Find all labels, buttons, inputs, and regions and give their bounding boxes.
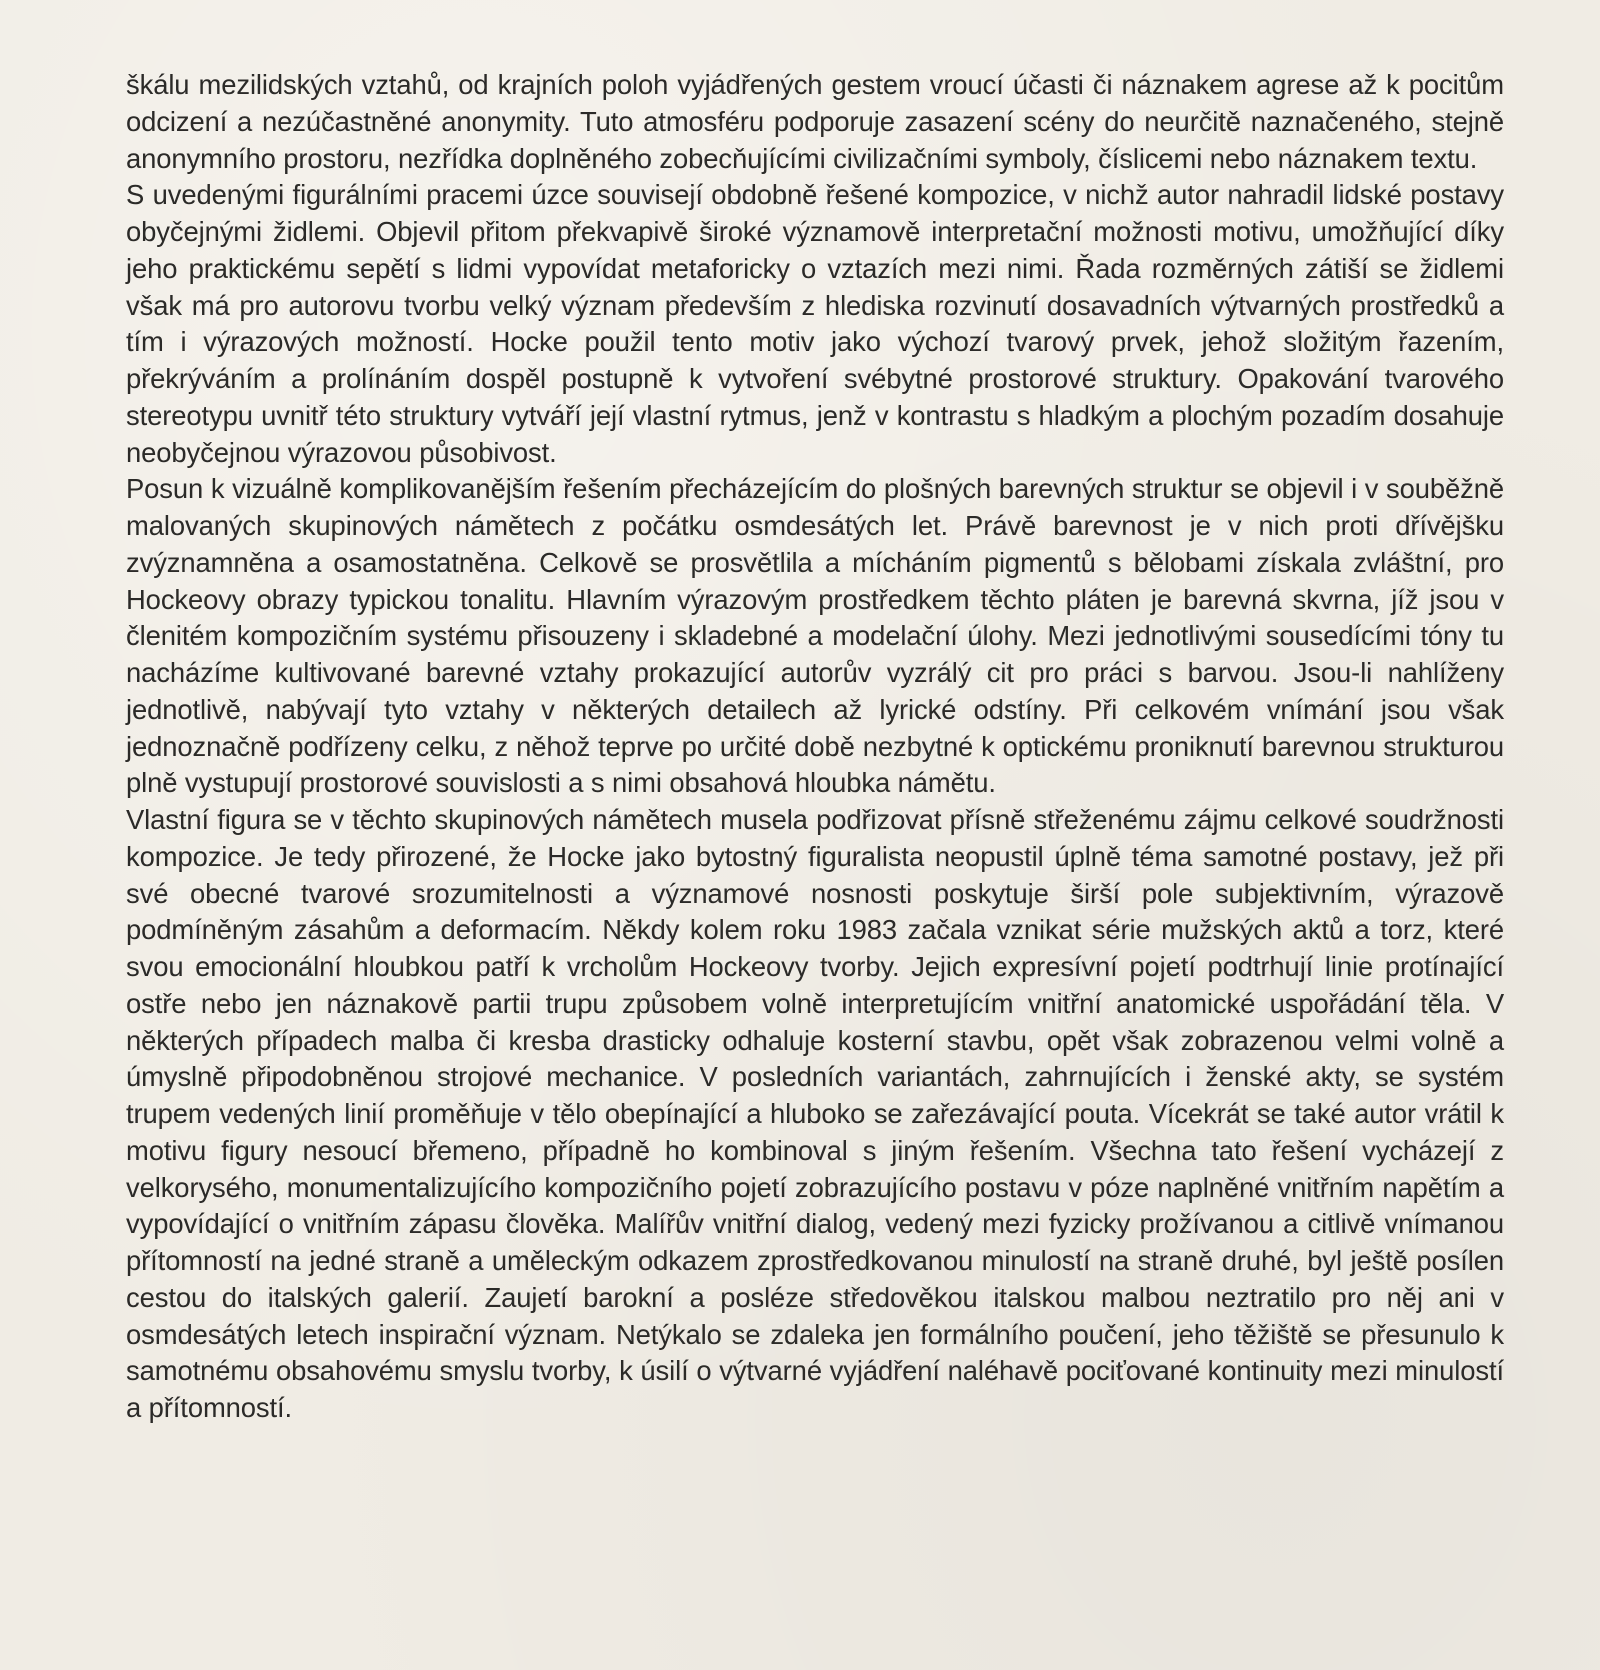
body-text bbox=[126, 67, 1504, 1427]
paragraph-1: škálu mezilidských vztahů, od krajních poloh vyjádřených gestem vroucí účasti či náznakem agrese až k pocitům odcizení a nezúčastněné anonymity. Tuto atmosféru podporuje zasazení scény do neurčitě naznačeného, stejně anonymního prostoru, nezřídka doplněného zobecňujícími civilizačními symboly, číslicemi nebo náznakem textu. bbox=[126, 69, 1504, 174]
paragraph-3: Posun k vizuálně komplikovanějším řešením přecházejícím do plošných barevných struktur se objevil i v souběžně malovaných skupinových námětech z počátku osmdesátých let. Právě barevnost je v nich proti dřívějšku zvýznamněna a osamostatněna. Celkově se prosvětlila a mícháním pigmentů s bělobami získala zvláštní, pro Hockeovy obrazy typickou tonalitu. Hlavním výrazovým prostředkem těchto pláten je barevná skvrna, jíž jsou v členitém kompozičním systému přisouzeny i skladebné a modelační úlohy. Mezi jednotlivými sousedícími tóny tu nacházíme kultivované barevné vztahy prokazující autorův vyzrálý cit pro práci s barvou. Jsou-li nahlíženy jednotlivě, nabývají tyto vztahy v některých detailech až lyrické odstíny. Při celkovém vnímání jsou však jednoznačně podřízeny celku, z něhož teprve po určité době nezbytné k optickému proniknutí barevnou strukturou plně vystupují prostorové souvislosti a s nimi obsahová hloubka námětu. bbox=[126, 473, 1504, 799]
paragraph-4: Vlastní figura se v těchto skupinových námětech musela podřizovat přísně střeženému zájmu celkové soudržnosti kompozice. Je tedy přirozené, že Hocke jako bytostný figuralista neopustil úplně téma samotné postavy, jež při své obecné tvarové srozumitelnosti a významové nosnosti poskytuje širší pole subjektivním, výrazově podmíněným zásahům a deformacím. Někdy kolem roku 1983 začala vznikat série mužských aktů a torz, které svou emocionální hloubkou patří k vrcholům Hockeovy tvorby. Jejich expresívní pojetí podtrhují linie protínající ostře nebo jen náznakově partii trupu způsobem volně interpretujícím vnitřní anatomické uspořádání těla. V některých případech malba či kresba drasticky odhaluje kosterní stavbu, opět však zobrazenou velmi volně a úmyslně připodobněnou strojové mechanice. V posledních variantách, zahrnujících i ženské akty, se systém trupem vedených linií proměňuje v tělo obepínající a hluboko se zařezávající pouta. Vícekrát se také autor vrátil k motivu figury nesoucí břemeno, případně ho kombinoval s jiným řešením. Všechna tato řešení vycházejí z velkorysého, monumentalizujícího kompozičního pojetí zobrazujícího postavu v póze naplněné vnitřním napětím a vypovídající o vnitřním zápasu člověka. Malířův vnitřní dialog, vedený mezi fyzicky prožívanou a citlivě vnímanou přítomností na jedné straně a uměleckým odkazem zprostředkovanou minulostí na straně druhé, byl ještě posílen cestou do italských galerií. Zaujetí barokní a posléze středověkou italskou malbou neztratilo pro něj ani v osmdesátých letech inspirační význam. Netýkalo se zdaleka jen formálního poučení, jeho těžiště se přesunulo k samotnému obsahovému smyslu tvorby, k úsilí o výtvarné vyjádření naléhavě pociťované kontinuity mezi minulostí a přítomností. bbox=[126, 804, 1504, 1423]
paragraph-2: S uvedenými figurálními pracemi úzce souvisejí obdobně řešené kompozice, v nichž autor nahradil lidské postavy obyčejnými židlemi. Objevil přitom překvapivě široké významově interpretační možnosti motivu, umožňující díky jeho praktickému sepětí s lidmi vypovídat metaforicky o vztazích mezi nimi. Řada rozměrných zátiší se židlemi však má pro autorovu tvorbu velký význam především z hlediska rozvinutí dosavadních výtvarných prostředků a tím i výrazových možností. Hocke použil tento motiv jako výchozí tvarový prvek, jehož složitým řazením, překrýváním a prolínáním dospěl postupně k vytvoření svébytné prostorové struktury. Opakování tvarového stereotypu uvnitř této struktury vytváří její vlastní rytmus, jenž v kontrastu s hladkým a plochým pozadím dosahuje neobyčejnou výrazovou působivost. bbox=[126, 179, 1504, 468]
